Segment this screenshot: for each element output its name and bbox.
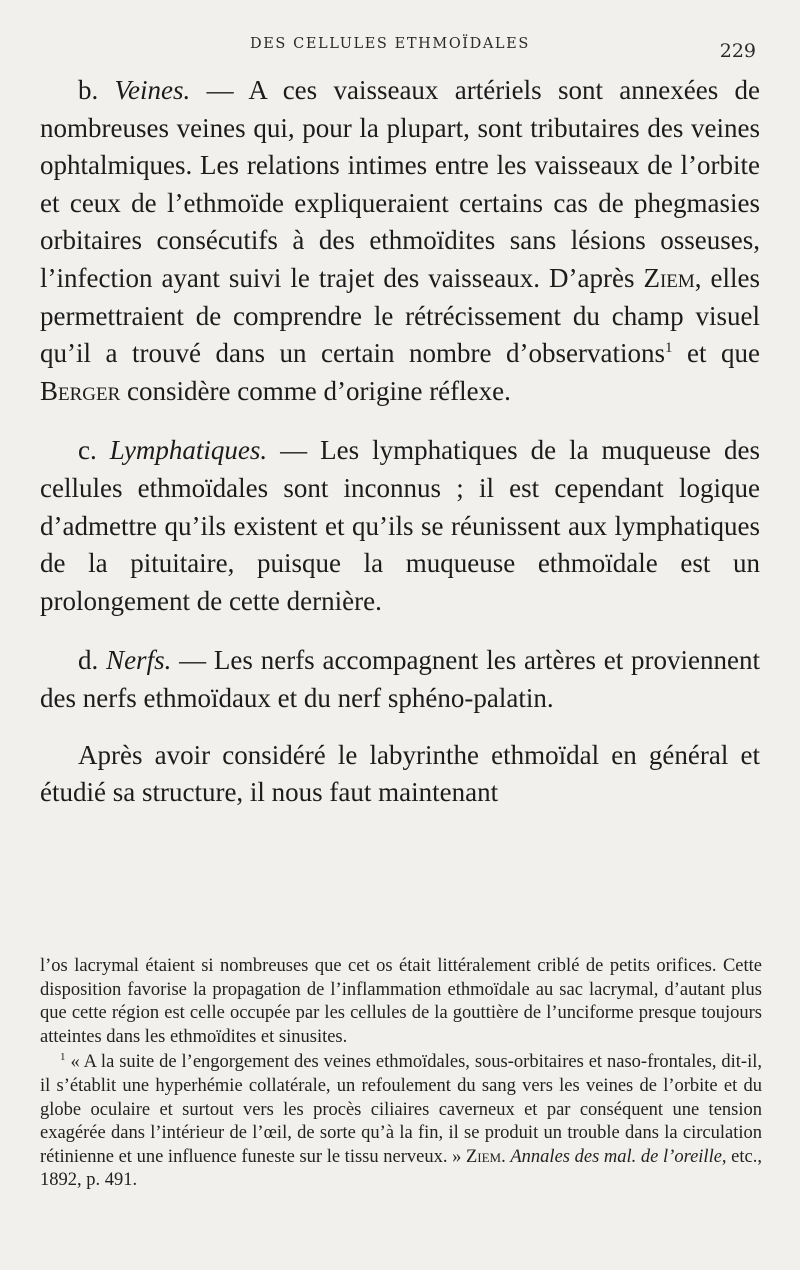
author-berger: Berger: [40, 375, 121, 406]
footnote-source: Annales des mal. de l’oreille: [510, 1146, 722, 1167]
body-text: [40, 72, 760, 812]
paragraph-lymphatiques: c. Lymphatiques. — Les lymphatiques de la muqueuse des cellules ethmoïdales sont inconnus ; il est cependant logique d’admettre qu’ils existent et qu’ils se réunissent aux lymphatiques de la pituitaire, puisque la muqueuse ethmoïdale est un prolongement de cette dernière.: [40, 435, 761, 616]
running-header: [0, 36, 800, 62]
section-label-c: c.: [78, 435, 97, 466]
footnote-ref: 1: [664, 340, 673, 357]
heading-veines: Veines.: [114, 75, 191, 105]
page-number: 229: [719, 40, 756, 62]
footnote-author: Ziem: [465, 1146, 502, 1167]
paragraph-veines: b. Veines. — A ces vaisseaux artériels sont annexées de nombreuses veines qui, pour la plupart, sont tributaires des veines ophtalmiques. Les relations intimes entre les vaisseaux de l’orbite et ceux de l’ethmoïde expliqueraient certains cas de phegmasies orbitaires consécutifs à des ethmoïdites sans lésions osseuses, l’infection ayant suivi le trajet des vaisseaux. D’après Ziem, elles permettraient de comprendre le rétrécissement du champ visuel qu’il a trouvé dans un certain nombre d’observations$^1$ et que Berger considère comme d’origine réflexe.: [40, 75, 760, 406]
heading-lymphatiques: Lymphatiques.: [109, 435, 268, 466]
footnote-continuation: l’os lacrymal étaient si nombreuses que cet os était littéralement criblé de petits orifices. Cette disposition favorise la propagation de l’inflammation ethmoïdale au sac lacrymal, d’autant plus que cette région est celle occupée par les cellules de la gouttière de l’unciforme presque toujours atteintes dans les ethmoïdites et sinusites.: [40, 956, 762, 1047]
footnotes: [40, 955, 762, 1193]
author-ziem: Ziem: [643, 262, 695, 293]
section-label-d: d.: [78, 645, 99, 676]
section-label-b: b.: [78, 75, 99, 105]
footnote-1: $^1$ « A la suite de l’engorgement des veines ethmoïdales, sous-orbitaires et naso-frontales, dit-il, il s’établit une hyperhémie collatérale, un refoulement du sang vers les veines de l’orbite et du globe oculaire et surtout vers les procès ciliaires caverneux et par conséquent une tension exagérée dans l’intérieur de l’œil, de sorte qu’à la fin, il se produit un trouble dans la circulation rétinienne et une influence funeste sur le tissu nerveux. » Ziem. Annales des mal. de l’oreille, etc., 1892, p. 491.: [40, 1051, 762, 1191]
running-title: DES CELLULES ETHMOÏDALES: [250, 36, 530, 52]
paragraph-closing: Après avoir considéré le labyrinthe ethmoïdal en général et étudié sa structure, il nous faut maintenant: [40, 739, 760, 808]
paragraph-nerfs: d. Nerfs. — Les nerfs accompagnent les artères et proviennent des nerfs ethmoïdaux et du nerf sphéno-palatin.: [40, 645, 761, 713]
heading-nerfs: Nerfs.: [106, 645, 172, 676]
footnote-marker: 1: [60, 1051, 66, 1064]
